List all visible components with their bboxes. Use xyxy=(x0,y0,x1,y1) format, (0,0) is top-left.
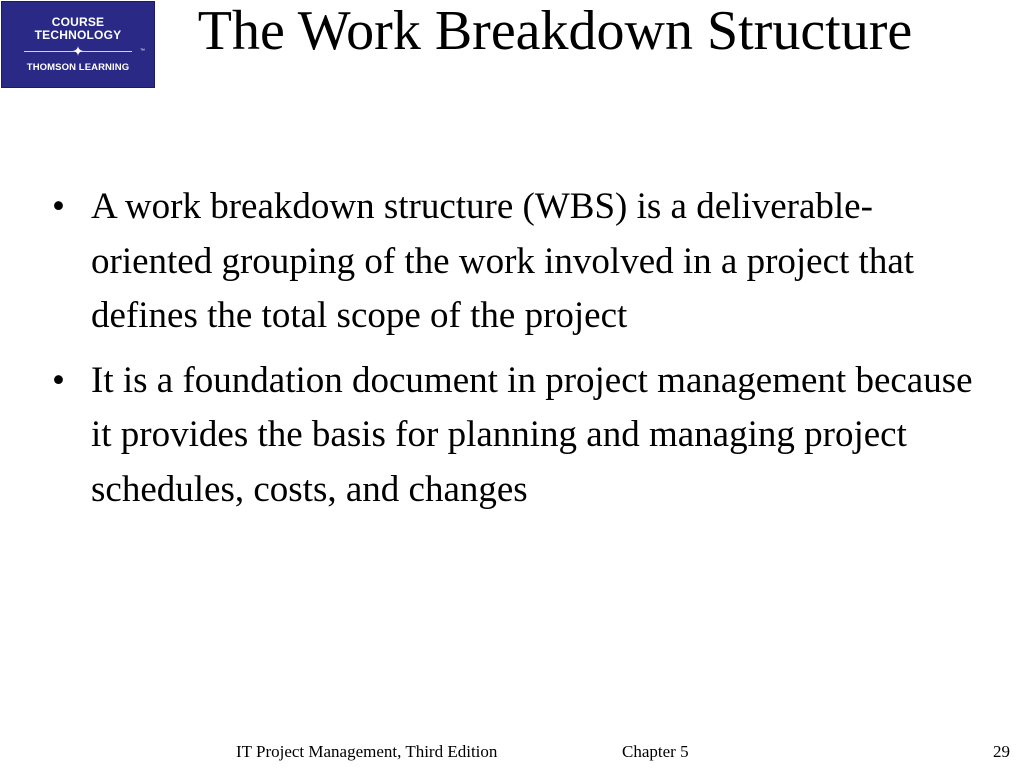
bullet-marker: • xyxy=(52,359,65,401)
footer-chapter: Chapter 5 xyxy=(622,742,689,761)
bullet-text: It is a foundation document in project management because it provides the basis for planning and managing project schedules, costs, and changes xyxy=(91,359,973,510)
logo-trademark: ™ xyxy=(140,48,145,54)
logo-line-course: COURSE xyxy=(51,15,105,29)
footer-book-title: IT Project Management, Third Edition xyxy=(236,742,498,761)
bullet-list xyxy=(52,180,992,527)
footer-page-number: 29 xyxy=(993,742,1010,761)
bullet-item-wbs-definition xyxy=(52,180,992,344)
logo-line-technology: TECHNOLOGY xyxy=(34,28,122,42)
bullet-text: A work breakdown structure (WBS) is a deliverable-oriented grouping of the work involved in a project that defines the total scope of the project xyxy=(91,186,915,336)
slide-title: The Work Breakdown Structure xyxy=(197,0,913,62)
bullet-marker: • xyxy=(52,186,65,227)
logo-line-thomson: THOMSON LEARNING xyxy=(26,62,130,73)
bullet-item-foundation-document xyxy=(52,354,992,518)
publisher-logo xyxy=(1,1,155,88)
star-icon: ✦ xyxy=(72,43,84,59)
